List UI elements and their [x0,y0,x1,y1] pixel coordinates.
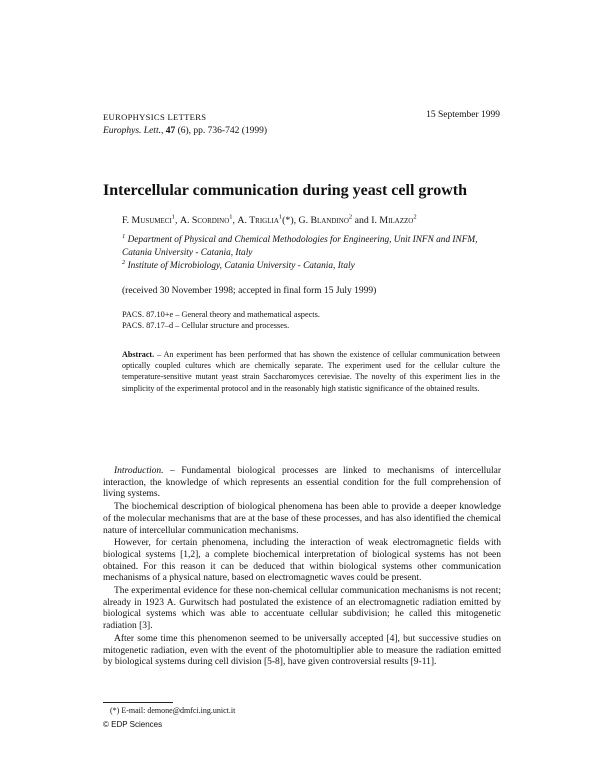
affiliation-number: 2 [122,258,126,266]
author-list: F. Musumeci$^1$, A. Scordino$^1$, A. Triglia$^1$(*), G. Blandino$^2$ and I. Milazzo$^2$ [122,213,417,226]
citation-journal: Europhys. Lett. [103,126,161,136]
affiliation-1 [122,234,502,260]
affiliation-text: Department of Physical and Chemical Methodologies for Engineering, Unit INFN and INFM, Catania University - Catania, Italy [122,235,478,258]
citation-details: (6), pp. 736-742 (1999) [177,126,268,136]
paragraph: The experimental evidence for these non-chemical cellular communication mechanisms is not recent; already in 1923 A. Gurwitsch had postulated the existence of an electromagnetic radiation emitted by biological systems which was able to accentuate cellular subdivision; he called this mitogenetic radiation [3]. [103,586,501,632]
pacs-code: PACS. 87.10+e – General theory and mathematical aspects. [122,310,320,319]
publication-date: 15 September 1999 [426,110,500,120]
paragraph: The biochemical description of biological phenomena has been able to provide a deeper knowledge of the molecular mechanisms that are at the base of these processes, and has also identified the chemical nature of intercellular communication mechanisms. [103,502,501,536]
author-affiliation-mark: 2 [413,213,417,221]
abstract-label: Abstract. [122,350,155,359]
author-affiliation-mark: 1 [229,213,233,221]
author-affiliation-mark: 1 [278,213,283,221]
abstract-text: – An experiment has been performed that has shown the existence of cellular communication between optically coupled cultures which are chemically separate. The experiment used for the cellular culture the temperature-sensitive mutant yeast strain Saccharomyces cerevisiae. The novelty of this experiment lies in the simplicity of the experimental protocol and in the reasonably high statistic significance of the obtained results. [122,350,500,393]
corresponding-mark: (*) [282,215,294,226]
paragraph: After some time this phenomenon seemed to be universally accepted [4], but successive studies on mitogenetic radiation, even with the event of the photomultiplier able to measure the radiation emitted by biological systems during cell division [5-8], have given controversial results [9-11]. [103,633,501,668]
affiliation-text: Institute of Microbiology, Catania University - Catania, Italy [127,261,355,271]
paragraph: However, for certain phenomena, including the interaction of weak electromagnetic fields with biological systems [1,2], a complete biochemical interpretation of biological systems has not been obtained. For this reason it can be deduced that within biological systems other communication mechanisms of a physical nature, based on electromagnetic waves could be present. [103,538,501,584]
received-dates: (received 30 November 1998; accepted in final form 15 July 1999) [122,286,377,296]
author-affiliation-mark: 1 [171,213,176,221]
footnote-rule [103,702,173,703]
author-affiliation-mark: 2 [348,213,353,221]
abstract [122,349,500,394]
section-label: Introduction. [114,466,164,476]
body-text [103,466,501,670]
author-name: I. Milazzo [371,215,414,226]
journal-name: EUROPHYSICS LETTERS [103,112,207,122]
footnote: (*) E-mail: demone@dmfci.ing.unict.it [110,706,236,715]
author-name: F. Musumeci [122,215,172,226]
affiliation-2 [122,260,502,273]
author-name: A. Scordino [179,215,230,226]
paragraph [103,466,501,501]
affiliation-number: 1 [122,232,126,240]
citation-volume: 47 [165,126,176,136]
copyright: © EDP Sciences [103,720,163,729]
paragraph-text: – Fundamental biological processes are linked to mechanisms of intercellular interaction, the knowledge of which represents an essential condition for the full comprehension of living systems. [103,466,501,500]
paper-title: Intercellular communication during yeast cell growth [103,182,467,199]
author-name: A. Triglia [237,215,279,226]
citation: Europhys. Lett., 47 (6), pp. 736-742 (1999) [103,126,268,136]
pacs-code: PACS. 87.17–d – Cellular structure and processes. [122,321,290,330]
author-name: G. Blandino [298,215,349,226]
